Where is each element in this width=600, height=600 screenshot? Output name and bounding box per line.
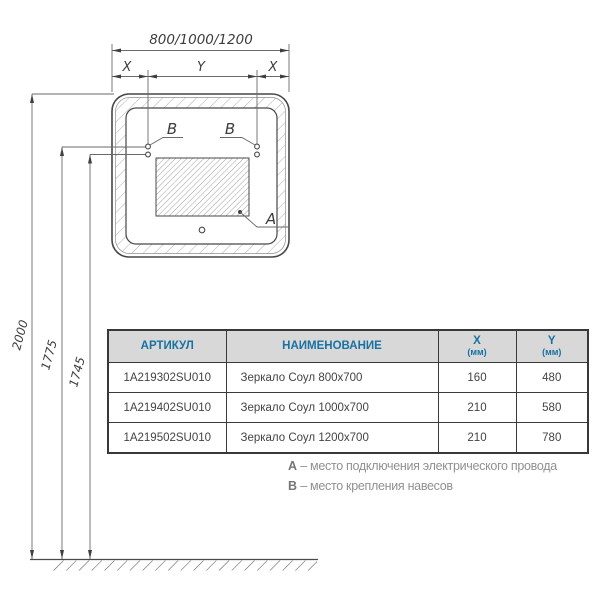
col-header-x-unit: (мм) [467,347,487,358]
article-cell: 1A219402SU010 [108,393,226,423]
y-value-cell: 780 [516,423,588,454]
dim-y-label: Y [197,60,205,75]
col-header-y-letter: Y [547,334,556,347]
marker-b-left-label: B [166,120,178,138]
table-row [108,393,588,423]
table-row [108,363,588,393]
legend-b-text: – место крепления навесов [300,479,453,493]
x-value-cell: 210 [438,423,516,454]
name-cell: Зеркало Соул 1200x700 [226,423,438,454]
specification-table [107,329,589,454]
col-header-y [516,330,588,363]
legend-a-key: A [288,459,298,473]
col-header-article: АРТИКУЛ [108,330,226,363]
table-row [108,423,588,454]
x-value-cell: 210 [438,393,516,423]
ground [30,560,318,571]
marker-b-right-label: B [224,120,236,138]
table-header-row [108,330,588,363]
marker-a-label: A [265,210,277,228]
height-1745-label: 1745 [66,355,88,389]
mounting-hole-left-lower [146,152,151,157]
legend-b-key: B [288,479,298,493]
x-value-cell: 160 [438,363,516,393]
height-1775-label: 1775 [38,338,60,372]
height-2000-label: 2000 [9,318,31,352]
dim-x-left-label: X [122,60,132,75]
col-header-name: НАИМЕНОВАНИЕ [226,330,438,363]
y-value-cell: 480 [516,363,588,393]
article-cell: 1A219302SU010 [108,363,226,393]
connection-zone-hatch [156,158,249,216]
y-value-cell: 580 [516,393,588,423]
mounting-hole-left-upper [146,144,151,149]
article-cell: 1A219502SU010 [108,423,226,454]
col-header-x-letter: X [473,334,481,347]
legend-item-a [288,456,557,476]
name-cell: Зеркало Соул 1000x700 [226,393,438,423]
mounting-hole-right-upper [255,144,260,149]
legend-a-text: – место подключения электрического провода [300,459,557,473]
name-cell: Зеркало Соул 800x700 [226,363,438,393]
legend [288,456,557,496]
mounting-hole-right-lower [255,152,260,157]
dim-x-right-label: X [268,60,278,75]
col-header-x [438,330,516,363]
col-header-y-unit: (мм) [542,347,562,358]
bottom-center-hole [199,227,205,233]
ground-hatch [53,561,317,571]
legend-item-b [288,476,557,496]
overall-width-label: 800/1000/1200 [149,32,253,48]
